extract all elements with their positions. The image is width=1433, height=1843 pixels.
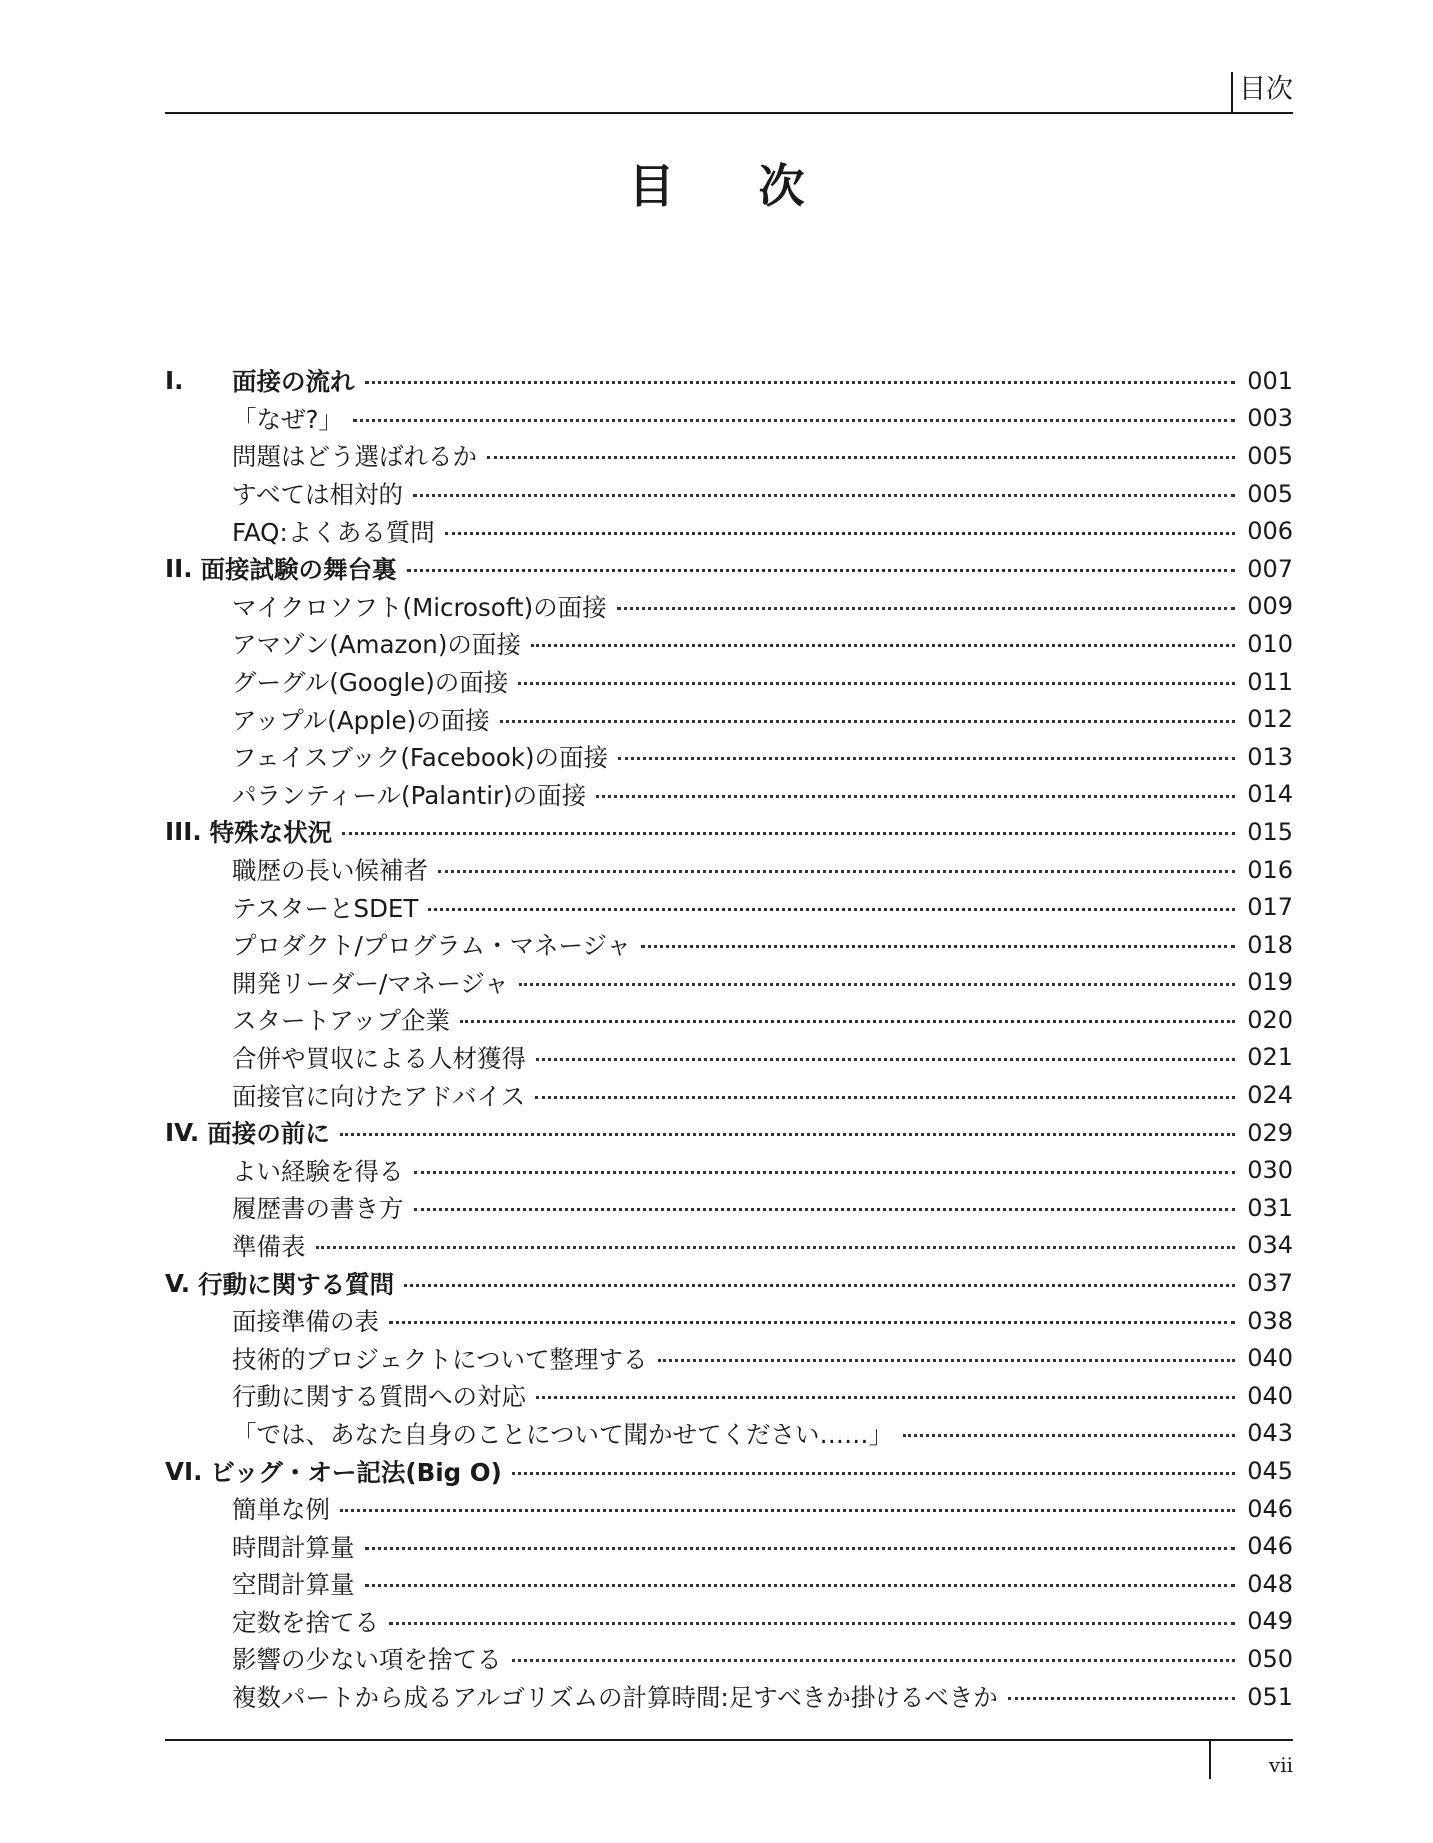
toc-section-entry[interactable] xyxy=(165,1189,1293,1227)
toc-page-number: 011 xyxy=(1247,667,1293,696)
toc-entry-title: アマゾン(Amazon)の面接 xyxy=(232,630,521,660)
page-number: vii xyxy=(1268,1753,1293,1777)
dot-leader xyxy=(404,1284,1235,1287)
toc-page-number: 017 xyxy=(1247,893,1293,922)
toc-section-entry[interactable] xyxy=(165,1076,1293,1114)
toc-page-number: 014 xyxy=(1247,780,1293,809)
toc-page-number: 038 xyxy=(1247,1306,1293,1335)
toc-page-number: 037 xyxy=(1247,1269,1293,1298)
toc-section-entry[interactable] xyxy=(165,1377,1293,1415)
toc-section-entry[interactable] xyxy=(165,776,1293,814)
dot-leader xyxy=(413,494,1235,497)
toc-entry-title: 技術的プロジェクトについて整理する xyxy=(232,1344,648,1374)
dot-leader xyxy=(428,908,1235,911)
toc-section-entry[interactable] xyxy=(165,1001,1293,1039)
dot-leader xyxy=(438,870,1235,873)
toc-page-number: 029 xyxy=(1247,1118,1293,1147)
toc-entry-title: よい経験を得る xyxy=(232,1156,404,1186)
toc-entry-title: プロダクト/プログラム・マネージャ xyxy=(232,931,632,961)
toc-section-entry[interactable] xyxy=(165,475,1293,513)
toc-page-number: 046 xyxy=(1247,1494,1293,1523)
toc-page-number: 049 xyxy=(1247,1607,1293,1636)
toc-section-entry[interactable] xyxy=(165,1490,1293,1528)
chapter-number: V. xyxy=(165,1268,191,1298)
dot-leader xyxy=(365,1584,1236,1587)
dot-leader xyxy=(389,1321,1235,1324)
toc-section-entry[interactable] xyxy=(165,437,1293,475)
toc-section-entry[interactable] xyxy=(165,400,1293,438)
toc-entry-title: 空間計算量 xyxy=(232,1570,355,1600)
toc-page-number: 016 xyxy=(1247,855,1293,884)
dot-leader xyxy=(487,456,1235,459)
toc-entry-title: 開発リーダー/マネージャ xyxy=(232,968,509,998)
toc-page-number: 010 xyxy=(1247,629,1293,658)
toc-entry-title: 定数を捨てる xyxy=(232,1607,379,1637)
toc-page-number: 012 xyxy=(1247,705,1293,734)
toc-entry-title: すべては相対的 xyxy=(232,480,404,510)
toc-page-number: 005 xyxy=(1247,479,1293,508)
toc-page-number: 021 xyxy=(1247,1043,1293,1072)
dot-leader xyxy=(535,1096,1235,1099)
toc-page-number: 024 xyxy=(1247,1081,1293,1110)
dot-leader xyxy=(340,1509,1235,1512)
toc-entry-title: 合併や買収による人材獲得 xyxy=(232,1043,526,1073)
toc-entry-title: 面接準備の表 xyxy=(232,1307,379,1337)
toc-entry-title: 面接の前に xyxy=(207,1119,330,1149)
toc-page-number: 005 xyxy=(1247,441,1293,470)
toc-page-number: 050 xyxy=(1247,1644,1293,1673)
dot-leader xyxy=(1008,1697,1235,1700)
dot-leader xyxy=(414,1171,1236,1174)
running-head-divider xyxy=(1231,72,1233,112)
toc-entry-title: 簡単な例 xyxy=(232,1495,330,1525)
toc-entry-title: 面接官に向けたアドバイス xyxy=(232,1081,526,1111)
toc-section-entry[interactable] xyxy=(165,1678,1293,1716)
dot-leader xyxy=(512,1659,1236,1662)
toc-entry-title: スタートアップ企業 xyxy=(232,1006,451,1036)
toc-page-number: 048 xyxy=(1247,1569,1293,1598)
toc-entry-title: 面接試験の舞台裏 xyxy=(200,555,397,585)
footer-divider xyxy=(1209,1741,1211,1779)
toc-entry-title: テスターとSDET xyxy=(232,893,419,923)
chapter-number: I. xyxy=(165,366,184,396)
dot-leader xyxy=(414,1208,1236,1211)
toc-section-entry[interactable] xyxy=(165,1565,1293,1603)
chapter-number: VI. xyxy=(165,1456,203,1486)
dot-leader xyxy=(531,644,1235,647)
toc-entry-title: マイクロソフト(Microsoft)の面接 xyxy=(232,592,607,622)
dot-leader xyxy=(340,1133,1235,1136)
dot-leader xyxy=(342,832,1235,835)
toc-section-entry[interactable] xyxy=(165,1415,1293,1453)
toc-section-entry[interactable] xyxy=(165,700,1293,738)
toc-page-number: 019 xyxy=(1247,968,1293,997)
toc-page-number: 051 xyxy=(1247,1682,1293,1711)
toc-entry-title: 面接の流れ xyxy=(232,367,355,397)
toc-entry-title: 準備表 xyxy=(232,1231,306,1261)
dot-leader xyxy=(658,1359,1235,1362)
dot-leader xyxy=(518,682,1235,685)
dot-leader xyxy=(519,983,1235,986)
toc-page-number: 001 xyxy=(1247,366,1293,395)
toc-section-entry[interactable] xyxy=(165,1039,1293,1077)
toc-page-number: 031 xyxy=(1247,1193,1293,1222)
toc-page-number: 009 xyxy=(1247,592,1293,621)
toc-section-entry[interactable] xyxy=(165,1339,1293,1377)
toc-chapter-entry[interactable] xyxy=(165,1264,1293,1302)
page-title: 目 次 xyxy=(628,159,839,213)
toc-section-entry[interactable] xyxy=(165,1302,1293,1340)
toc-page-number: 003 xyxy=(1247,404,1293,433)
toc-page-number: 034 xyxy=(1247,1231,1293,1260)
toc-section-entry[interactable] xyxy=(165,1640,1293,1678)
dot-leader xyxy=(445,532,1235,535)
dot-leader xyxy=(512,1472,1235,1475)
toc-section-entry[interactable] xyxy=(165,663,1293,701)
toc-entry-title: 特殊な状況 xyxy=(209,818,333,848)
toc-chapter-entry[interactable] xyxy=(165,813,1293,851)
toc-page-number: 013 xyxy=(1247,742,1293,771)
toc-section-entry[interactable] xyxy=(165,888,1293,926)
toc-section-entry[interactable] xyxy=(165,851,1293,889)
toc-section-entry[interactable] xyxy=(165,1151,1293,1189)
toc-section-entry[interactable] xyxy=(165,1527,1293,1565)
dot-leader xyxy=(596,795,1235,798)
table-of-contents xyxy=(165,362,1293,1715)
toc-page-number: 007 xyxy=(1247,554,1293,583)
dot-leader xyxy=(536,1058,1235,1061)
toc-page-number: 018 xyxy=(1247,930,1293,959)
toc-entry-title: アップル(Apple)の面接 xyxy=(232,705,490,735)
chapter-number: III. xyxy=(165,817,202,847)
toc-page-number: 030 xyxy=(1247,1156,1293,1185)
footer-rule xyxy=(165,1739,1293,1741)
toc-chapter-entry[interactable] xyxy=(165,1114,1293,1152)
dot-leader xyxy=(460,1020,1235,1023)
toc-entry-title: 行動に関する質問 xyxy=(198,1269,395,1299)
toc-entry-title: 問題はどう選ばれるか xyxy=(232,442,477,472)
dot-leader xyxy=(536,1396,1235,1399)
toc-entry-title: パランティール(Palantir)の面接 xyxy=(232,780,587,810)
toc-section-entry[interactable] xyxy=(165,964,1293,1002)
toc-entry-title: FAQ:よくある質問 xyxy=(232,517,435,547)
toc-page-number: 040 xyxy=(1247,1381,1293,1410)
dot-leader xyxy=(365,1547,1236,1550)
dot-leader xyxy=(316,1246,1236,1249)
toc-chapter-entry[interactable] xyxy=(165,550,1293,588)
chapter-number: II. xyxy=(165,554,193,584)
toc-entry-title: 履歴書の書き方 xyxy=(232,1194,404,1224)
toc-entry-title: 「では、あなた自身のことについて聞かせてください……」 xyxy=(232,1419,894,1449)
dot-leader xyxy=(641,945,1235,948)
toc-entry-title: ビッグ・オー記法(Big O) xyxy=(210,1457,502,1487)
running-head-label: 目次 xyxy=(1239,74,1293,105)
toc-entry-title: グーグル(Google)の面接 xyxy=(232,668,509,698)
dot-leader xyxy=(500,720,1235,723)
toc-chapter-entry[interactable] xyxy=(165,1452,1293,1490)
toc-section-entry[interactable] xyxy=(165,625,1293,663)
dot-leader xyxy=(617,607,1235,610)
toc-entry-title: 影響の少ない項を捨てる xyxy=(232,1645,502,1675)
toc-section-entry[interactable] xyxy=(165,738,1293,776)
toc-page-number: 015 xyxy=(1247,817,1293,846)
toc-section-entry[interactable] xyxy=(165,512,1293,550)
dot-leader xyxy=(618,757,1235,760)
toc-chapter-entry[interactable] xyxy=(165,362,1293,400)
toc-section-entry[interactable] xyxy=(165,926,1293,964)
dot-leader xyxy=(365,381,1236,384)
dot-leader xyxy=(353,419,1235,422)
toc-section-entry[interactable] xyxy=(165,588,1293,626)
chapter-number: IV. xyxy=(165,1118,200,1148)
toc-page-number: 043 xyxy=(1247,1419,1293,1448)
toc-entry-title: 行動に関する質問への対応 xyxy=(232,1382,526,1412)
toc-page-number: 006 xyxy=(1247,517,1293,546)
dot-leader xyxy=(407,569,1235,572)
toc-entry-title: 「なぜ?」 xyxy=(232,404,344,434)
toc-entry-title: 複数パートから成るアルゴリズムの計算時間:足すべきか掛けるべきか xyxy=(232,1683,998,1713)
toc-page-number: 020 xyxy=(1247,1005,1293,1034)
toc-entry-title: 時間計算量 xyxy=(232,1532,355,1562)
toc-entry-title: フェイスブック(Facebook)の面接 xyxy=(232,743,609,773)
toc-section-entry[interactable] xyxy=(165,1227,1293,1265)
toc-page-number: 045 xyxy=(1247,1457,1293,1486)
toc-entry-title: 職歴の長い候補者 xyxy=(232,856,428,886)
dot-leader xyxy=(389,1622,1235,1625)
toc-page-number: 046 xyxy=(1247,1532,1293,1561)
dot-leader xyxy=(903,1434,1235,1437)
toc-page-number: 040 xyxy=(1247,1344,1293,1373)
toc-section-entry[interactable] xyxy=(165,1603,1293,1641)
running-head xyxy=(165,60,1293,114)
